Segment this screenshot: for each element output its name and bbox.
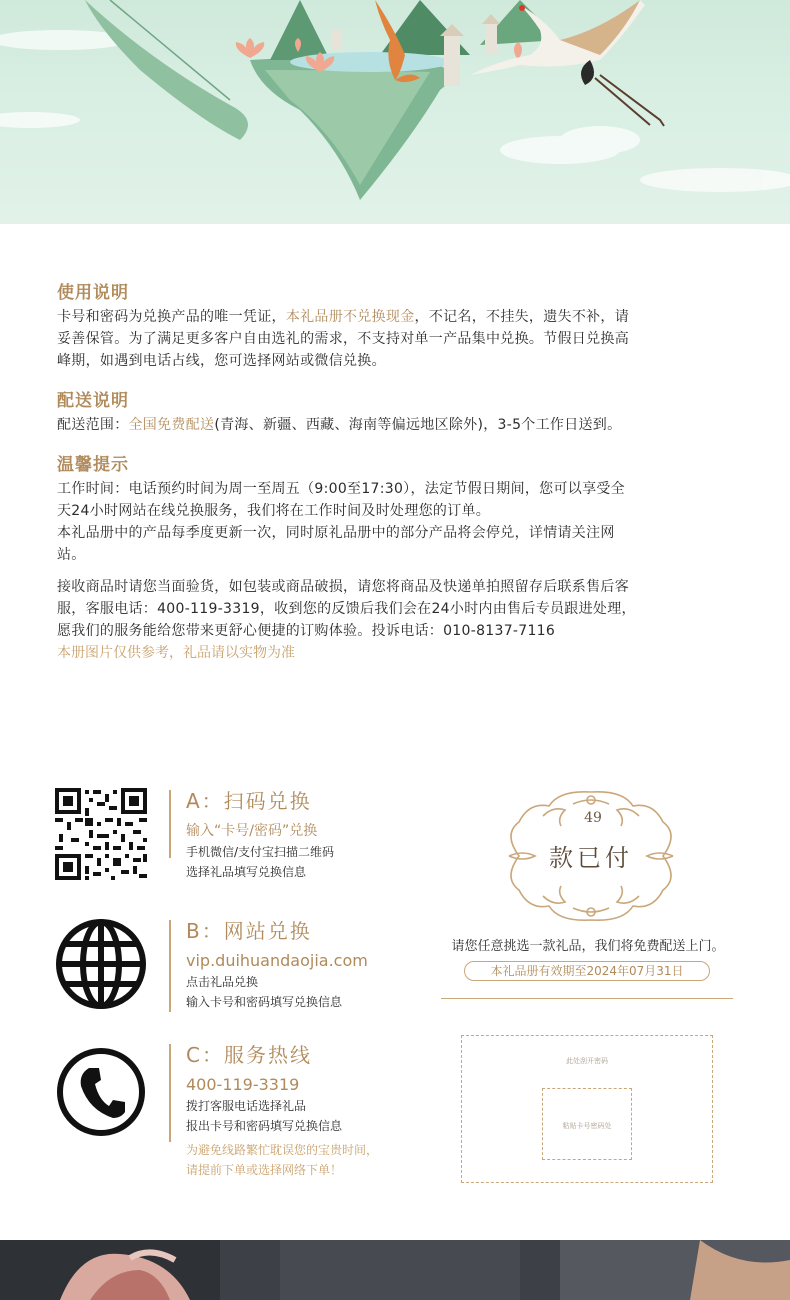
- tips-title: 温馨提示: [57, 455, 129, 475]
- paid-label: 款已付: [549, 844, 633, 872]
- method-hotline-note: 为避免线路繁忙耽误您的宝贵时间，: [186, 1143, 379, 1157]
- free-delivery-highlight: 全国免费配送: [128, 417, 215, 433]
- method-hotline: [55, 1042, 425, 1192]
- method-scan-title: A：扫码兑换: [186, 789, 312, 813]
- product-photo-strip: [0, 1240, 790, 1300]
- delivery-line: [57, 414, 747, 436]
- method-divider: [169, 790, 171, 858]
- food-photo: [0, 1240, 790, 1300]
- tips-line: 天24小时网站在线兑换服务，我们将在工作时间及时处理您的订单。: [57, 503, 491, 519]
- tips-line: 本礼品册中的产品每季度更新一次，同时原礼品册中的部分产品将会停兑，详情请关注网: [57, 525, 615, 541]
- card-scratch-area[interactable]: [461, 1035, 713, 1183]
- method-website-step: 输入卡号和密码填写兑换信息: [186, 995, 343, 1009]
- method-scan-subtitle: 输入“卡号/密码”兑换: [186, 823, 318, 839]
- tips-line: 工作时间：电话预约时间为周一至周五（9:00至17:30），法定节假日期间，您可以享受全: [57, 481, 625, 497]
- delivery-title: 配送说明: [57, 391, 129, 411]
- method-hotline-step: 拨打客服电话选择礼品: [186, 1099, 307, 1113]
- floating-island-illustration: [0, 0, 790, 224]
- method-scan-body: [186, 788, 426, 882]
- delivery-text: 配送范围：: [57, 417, 129, 433]
- globe-icon: [55, 918, 147, 1010]
- delivery-note: 请您任意挑选一款礼品，我们将免费配送上门。: [451, 939, 725, 954]
- usage-line-2: 妥善保管。为了满足更多客户自由选礼的需求，不支持对单一产品集中兑换。节假日兑换高: [57, 331, 629, 347]
- hotline-number-link[interactable]: 400-119-3319: [186, 1075, 300, 1094]
- divider-line: [441, 998, 733, 999]
- card-sticker-area: [542, 1088, 632, 1160]
- validity-badge: 本礼品册有效期至2024年07月31日: [464, 961, 710, 981]
- method-website-step: 点击礼品兑换: [186, 975, 259, 989]
- delivery-text: (青海、新疆、西藏、海南等偏远地区除外)，3-5个工作日送到。: [214, 417, 622, 433]
- hero-banner: [0, 0, 790, 224]
- image-disclaimer: 本册图片仅供参考，礼品请以实物为准: [57, 645, 295, 661]
- method-hotline-step: 报出卡号和密码填写兑换信息: [186, 1119, 343, 1133]
- scratch-label: 此处刮开密码: [566, 1057, 608, 1065]
- method-divider: [169, 1044, 171, 1142]
- method-divider: [169, 920, 171, 1012]
- phone-icon: [55, 1046, 147, 1138]
- info-section: [57, 280, 747, 664]
- method-scan: [55, 788, 425, 888]
- usage-text: 卡号和密码为兑换产品的唯一凭证，: [57, 309, 286, 325]
- method-website: [55, 918, 425, 1018]
- qr-code-icon[interactable]: [55, 788, 147, 880]
- method-hotline-note: 请提前下单或选择网络下单！: [186, 1163, 343, 1177]
- method-hotline-body: [186, 1042, 426, 1180]
- method-scan-step: 选择礼品填写兑换信息: [186, 865, 307, 879]
- method-website-title: B：网站兑换: [186, 919, 312, 943]
- receipt-line: 接收商品时请您当面验货，如包装或商品破损，请您将商品及快递单拍照留存后联系售后客: [57, 579, 629, 595]
- usage-text: ，不记名，不挂失，遗失不补，请: [414, 309, 630, 325]
- receipt-line: 服，客服电话：400-119-3319，收到您的反馈后我们会在24小时内由售后专员跟进处理，: [57, 601, 636, 617]
- method-scan-step: 手机微信/支付宝扫描二维码: [186, 845, 335, 859]
- no-cash-highlight: 本礼品册不兑换现金: [285, 309, 415, 325]
- usage-line-1: [57, 306, 747, 328]
- usage-line-3: 峰期，如遇到电话占线，您可选择网站或微信兑换。: [57, 353, 386, 369]
- usage-title: 使用说明: [57, 283, 129, 303]
- method-hotline-title: C：服务热线: [186, 1043, 312, 1067]
- receipt-line: 愿我们的服务能给您带来更舒心便捷的订购体验。投诉电话：010-8137-7116: [57, 623, 556, 639]
- tips-line: 站。: [57, 547, 86, 563]
- website-url-link[interactable]: vip.duihuandaojia.com: [186, 951, 368, 970]
- method-website-body: [186, 918, 426, 1012]
- gift-count: 49: [584, 810, 602, 826]
- paid-badge: [503, 786, 679, 926]
- sticker-label: 粘贴卡号密码处: [562, 1122, 612, 1130]
